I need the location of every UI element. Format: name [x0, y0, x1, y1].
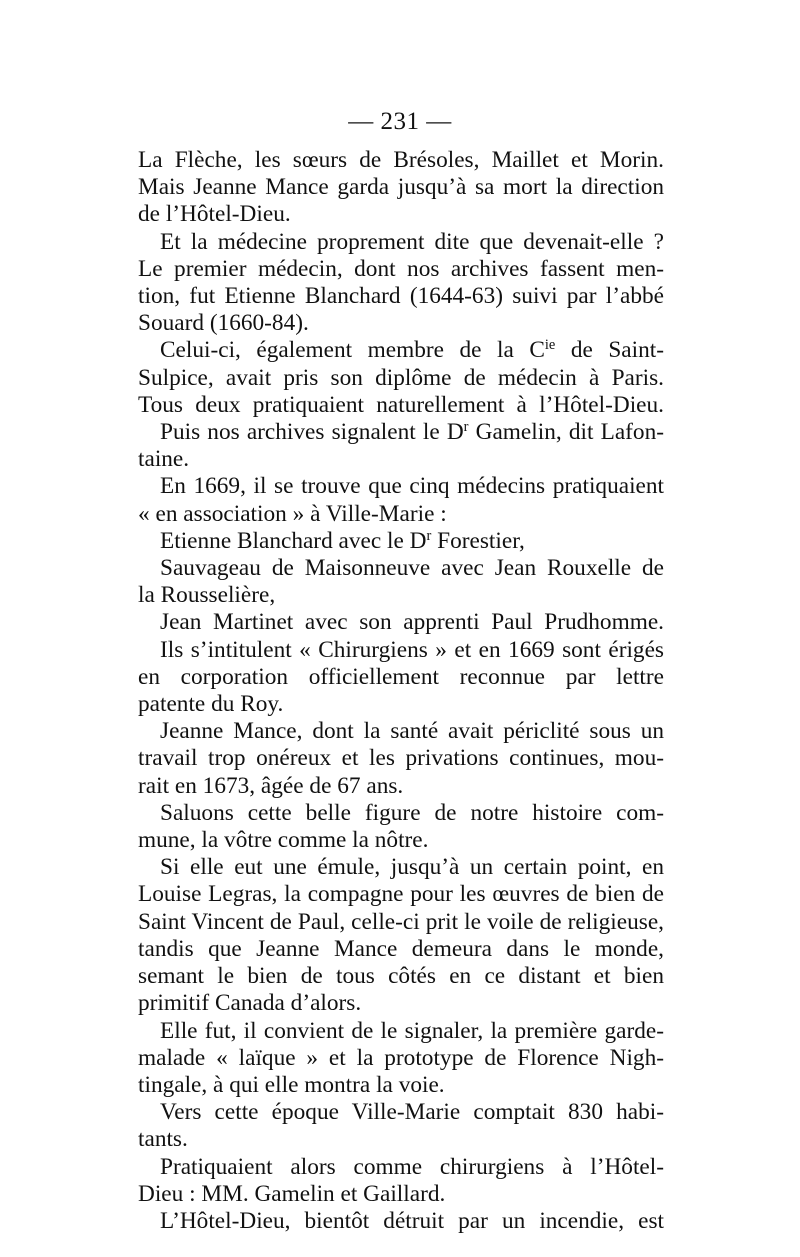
text-line: primitif Canada d’alors. [138, 990, 362, 1017]
text-line: Tous deux pratiquaient naturellement à l’Hôtel-Dieu. [138, 391, 664, 418]
text-line: rait en 1673, âgée de 67 ans. [138, 772, 404, 799]
text-line: Le premier médecin, dont nos archives fassent men- [138, 255, 664, 282]
text-line: tingale, à qui elle montra la voie. [138, 1071, 445, 1098]
text-line: Sauvageau de Maisonneuve avec Jean Rouxelle de [160, 555, 664, 582]
text-line: de l’Hôtel-Dieu. [138, 201, 291, 228]
text-line: mune, la vôtre comme la nôtre. [138, 827, 429, 854]
text-line: Jeanne Mance, dont la santé avait périclité sous un [160, 718, 664, 745]
page-number: — 231 — [348, 108, 452, 135]
text-line: Dieu : MM. Gamelin et Gaillard. [138, 1180, 446, 1207]
text-line: En 1669, il se trouve que cinq médecins pratiquaient [160, 473, 664, 500]
text-line: malade « laïque » et la prototype de Florence Nigh- [138, 1044, 664, 1071]
text-line: patente du Roy. [138, 691, 284, 718]
text-line: semant le bien de tous côtés en ce distant et bien [138, 963, 664, 990]
text-line: Ils s’intitulent « Chirurgiens » et en 1669 sont érigés [160, 636, 664, 663]
text-line: Puis nos archives signalent le $D^r$ Gamelin, dit Lafon- [160, 419, 664, 446]
text-line: Vers cette époque Ville-Marie comptait 830 habi- [160, 1099, 664, 1126]
text-line: tants. [138, 1126, 188, 1153]
text-line: Etienne Blanchard avec le $D^r$ Forestier, [160, 527, 525, 554]
text-line: Souard (1660-84). [138, 310, 309, 337]
text-line: Si elle eut une émule, jusqu’à un certain point, en [160, 854, 664, 881]
text-line: La Flèche, les sœurs de Brésoles, Maillet et Morin. [138, 147, 664, 173]
text-line: Et la médecine proprement dite que devenait-elle ? [160, 228, 664, 255]
text-line: travail trop onéreux et les privations continues, mou- [138, 745, 664, 772]
text-line: Saint Vincent de Paul, celle-ci prit le voile de religieuse, [138, 908, 664, 935]
text-line: taine. [138, 446, 190, 473]
text-line: tion, fut Etienne Blanchard (1644-63) suivi par l’abbé [138, 283, 664, 310]
text-line: Celui-ci, également membre de la $C^{ie}$ de Saint- [160, 337, 664, 364]
text-line: Pratiquaient alors comme chirurgiens à l’Hôtel- [160, 1153, 664, 1180]
text-line: Elle fut, il convient de le signaler, la première garde- [160, 1017, 664, 1044]
text-line: Sulpice, avait pris son diplôme de médecin à Paris. [138, 364, 664, 391]
text-line: « en association » à Ville-Marie : [138, 500, 447, 527]
text-line: la Rousselière, [138, 582, 276, 609]
text-line: Louise Legras, la compagne pour les œuvres de bien de [138, 881, 664, 908]
text-line: Mais Jeanne Mance garda jusqu’à sa mort la direction [138, 174, 664, 201]
text-line: Jean Martinet avec son apprenti Paul Prudhomme. [160, 609, 664, 636]
text-line: tandis que Jeanne Mance demeura dans le monde, [138, 935, 664, 962]
text-line: Saluons cette belle figure de notre histoire com- [160, 799, 664, 826]
text-line: en corporation officiellement reconnue par lettre [138, 663, 664, 690]
text-line: L’Hôtel-Dieu, bientôt détruit par un incendie, est [160, 1207, 664, 1234]
body-text [138, 147, 664, 1235]
